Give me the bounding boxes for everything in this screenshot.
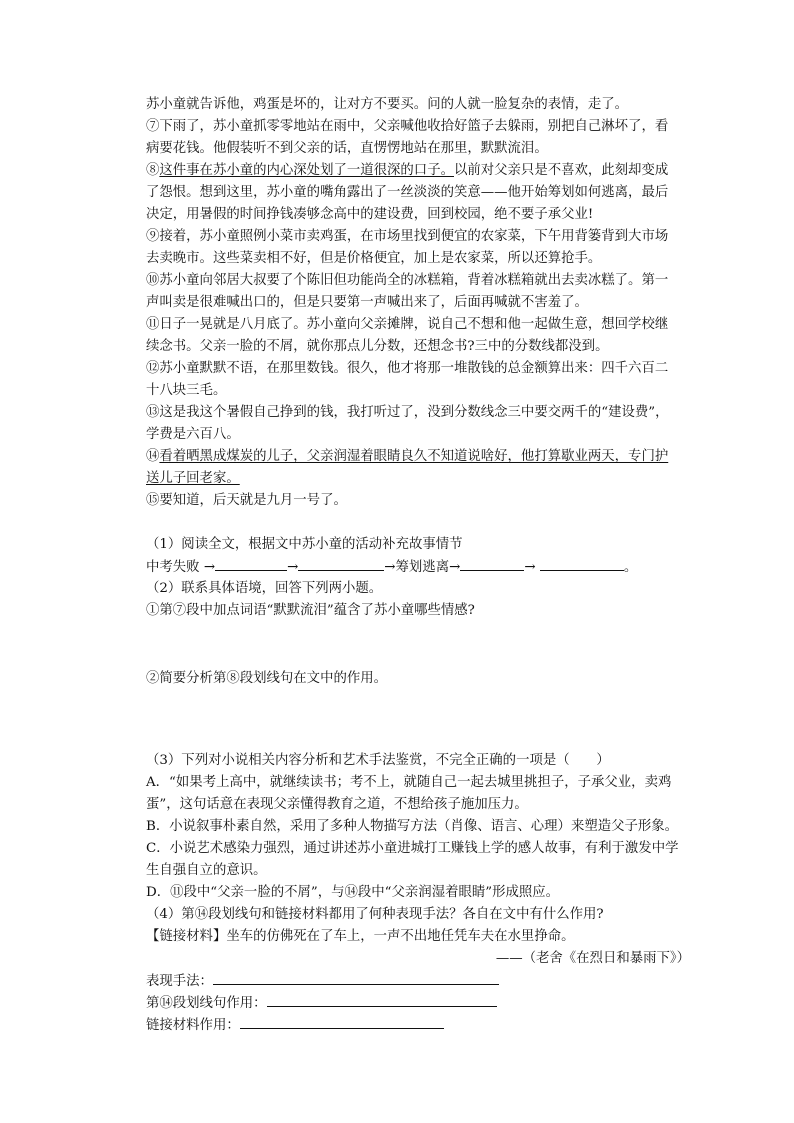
- answer-label-p14-effect: 第⑭段划线句作用：: [146, 996, 267, 1011]
- story-p11-line1: ⑪日子一晃就是八月底了。苏小童向父亲摊牌，说自己不想和他一起做生意，想回学校继: [146, 317, 669, 332]
- answer-blank-3[interactable]: [460, 556, 524, 571]
- answer-blank-material-effect[interactable]: [240, 1014, 444, 1029]
- arrow-icon: →: [287, 560, 299, 575]
- paragraph-number: ⑧: [146, 163, 160, 178]
- question-2-1: ①第⑦段中加点词语“默默流泪”蕴含了苏小童哪些情感?: [146, 603, 475, 618]
- story-p7-line2: 病要花钱。他假装听不到父亲的话，直愣愣地站在那里，默默流泪。: [146, 141, 548, 156]
- plot-start: 中考失败: [146, 560, 200, 575]
- underlined-sentence-p14: 看着晒黑成煤炭的儿子，父亲润湿着眼睛良久不知道说啥好，他打算歇业两天，专门护: [159, 449, 669, 464]
- answer-row-p14-effect: [146, 992, 497, 1014]
- story-p7-line1: ⑦下雨了，苏小童抓零零地站在雨中，父亲喊他收拾好篮子去躲雨，别把自己淋坏了，看: [146, 119, 669, 134]
- story-p8-line3: 决定，用暑假的时间挣钱凑够念高中的建设费，回到校园，绝不要子承父业!: [146, 207, 594, 222]
- linked-material-label: 【链接材料】: [146, 929, 227, 944]
- answer-row-technique: [146, 970, 499, 992]
- answer-row-material-effect: [146, 1014, 444, 1036]
- story-p10-line1: ⑩苏小童向邻居大叔要了个陈旧但功能尚全的冰糕箱，背着冰糕箱就出去卖冰糕了。第一: [146, 273, 669, 288]
- story-p11-line2: 续念书。父亲一脸的不屑，就你那点儿分数，还想念书?三中的分数线都没到。: [146, 339, 609, 354]
- answer-label-material-effect: 链接材料作用：: [146, 1018, 240, 1033]
- story-p15: ⑮要知道，后天就是九月一号了。: [146, 493, 347, 508]
- underlined-sentence-p14-cont: 送儿子回老家。: [146, 471, 240, 486]
- story-p6-tail: 苏小童就告诉他，鸡蛋是坏的，让对方不要买。问的人就一脸复杂的表情，走了。: [146, 97, 629, 112]
- answer-blank-2[interactable]: [298, 556, 384, 571]
- underlined-sentence-p8: 这件事在苏小童的内心深处划了一道很深的口子。: [159, 163, 454, 178]
- story-p8-line2: 了怨恨。想到这里，苏小童的嘴角露出了一丝淡淡的笑意——他开始筹划如何逃离，最后: [146, 185, 669, 200]
- linked-material-text: 坐车的仿佛死在了车上，一声不出地任凭车夫在水里挣命。: [226, 929, 575, 944]
- story-p10-line2: 声叫卖是很难喊出口的，但是只要第一声喊出来了，后面再喊就不害羞了。: [146, 295, 588, 310]
- option-a-line2: 蛋”，这句话意在表现父亲懂得教育之道，不想给孩子施加压力。: [146, 797, 528, 812]
- plot-middle: →筹划逃离→: [384, 560, 461, 575]
- story-p9-line1: ⑨接着，苏小童照例小菜市卖鸡蛋，在市场里找到便宜的农家菜，下午用背篓背到大市场: [146, 229, 669, 244]
- answer-label-technique: 表现手法：: [146, 974, 213, 989]
- story-p12-line2: 十八块三毛。: [146, 383, 227, 398]
- paragraph-number: ⑭: [146, 449, 160, 464]
- story-p13-line1: ⑬这是我这个暑假自己挣到的钱，我打听过了，没到分数线念三中要交两千的“建设费”，: [146, 405, 669, 420]
- linked-material-source: ——（老舍《在烈日和暴雨下》）: [495, 951, 690, 966]
- story-p12-line1: ⑫苏小童默默不语，在那里数钱。很久，他才将那一堆散钱的总金额算出来：四千六百二: [146, 361, 669, 376]
- arrow-icon: →: [203, 560, 216, 575]
- option-c-line1: C．小说艺术感染力强烈，通过讲述苏小童进城打工赚钱上学的感人故事，有利于激发中学: [146, 841, 679, 856]
- answer-blank-4[interactable]: [540, 556, 624, 571]
- question-3-stem: （3）下列对小说相关内容分析和艺术手法鉴赏，不完全正确的一项是（ ）: [146, 753, 610, 768]
- story-p13-line2: 学费是六百八。: [146, 427, 240, 442]
- question-2-stem: （2）联系具体语境，回答下列两小题。: [146, 581, 383, 596]
- story-p8-line1: [146, 160, 668, 182]
- linked-material: [146, 926, 575, 948]
- answer-blank-technique[interactable]: [213, 970, 499, 985]
- question-1-stem: （1）阅读全文，根据文中苏小童的活动补充故事情节: [146, 537, 463, 552]
- question-4-stem: （4）第⑭段划线句和链接材料都用了何种表现手法？各自在文中有什么作用?: [146, 907, 604, 922]
- answer-blank-1[interactable]: [215, 556, 287, 571]
- option-c-line2: 生自强自立的意识。: [146, 863, 267, 878]
- plot-end: 。: [623, 560, 638, 575]
- story-p8-line1-rest: 以前对父亲只是不喜欢，此刻却变成: [453, 163, 669, 178]
- story-p9-line2: 去卖晚市。这些菜卖相不好，但是价格便宜，加上是农家菜，所以还算抢手。: [146, 251, 602, 266]
- option-d: D．⑪段中“父亲一脸的不屑”，与⑭段中“父亲润湿着眼睛”形成照应。: [146, 885, 560, 900]
- story-p14-line1: [146, 446, 668, 468]
- question-2-2: ②简要分析第⑧段划线句在文中的作用。: [146, 671, 388, 686]
- question-1-plot-chain: [146, 556, 637, 578]
- option-b: B．小说叙事朴素自然，采用了多种人物描写方法（肖像、语言、心理）来塑造父子形象。: [146, 819, 679, 834]
- arrow-icon: →: [524, 560, 536, 575]
- option-a-line1: A．“如果考上高中，就继续读书；考不上，就随自己一起去城里挑担子，子承父业，卖鸡: [146, 775, 672, 790]
- answer-blank-p14-effect[interactable]: [267, 992, 497, 1007]
